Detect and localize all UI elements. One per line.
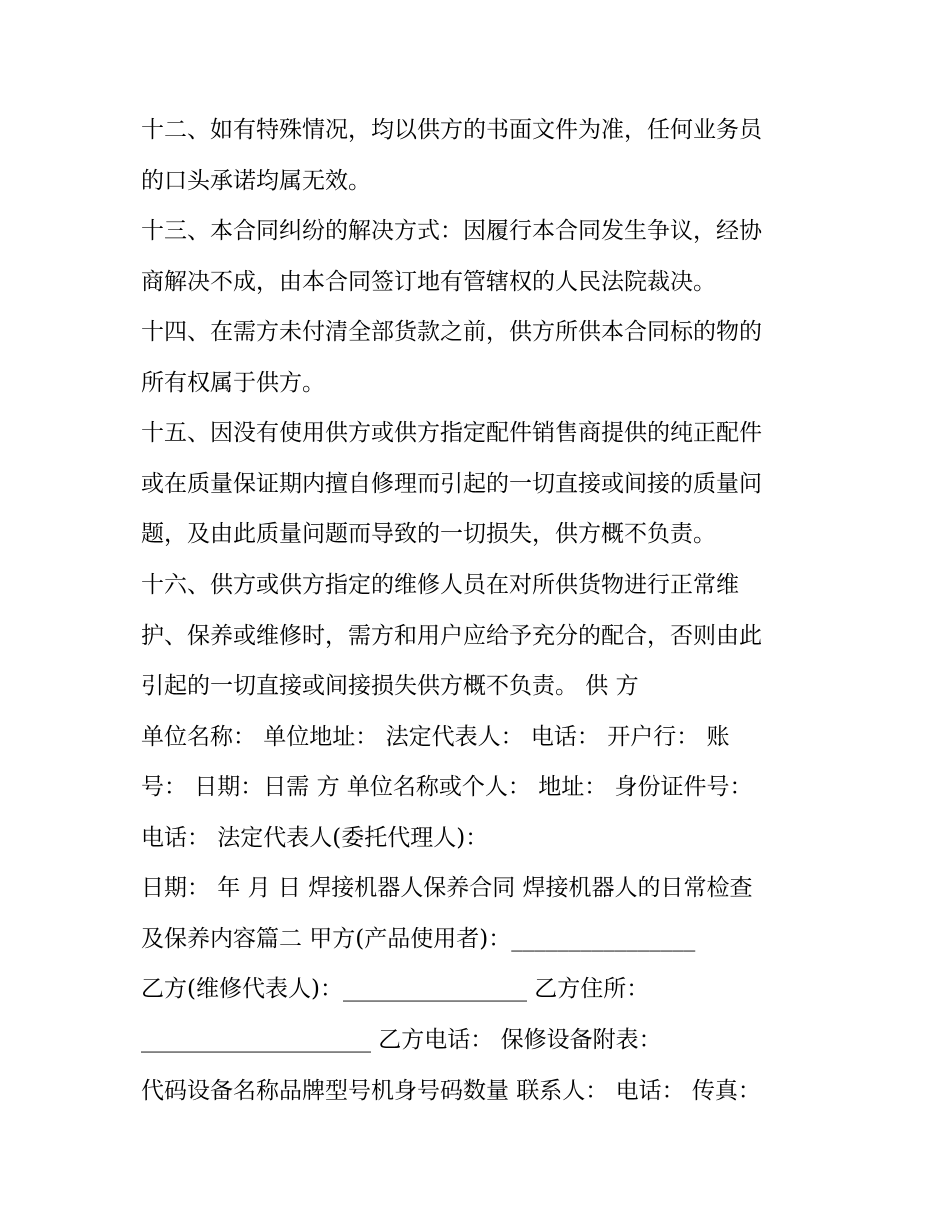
text-line: 电话： 法定代表人(委托代理人)： — [141, 825, 489, 851]
text-line: 护、保养或维修时，需方和用户应给予充分的配合，否则由此 — [141, 623, 762, 649]
text-line: 商解决不成，由本合同签订地有管辖权的人民法院裁决。 — [141, 269, 716, 295]
text-line: 单位名称： 单位地址： 法定代表人： 电话： 开户行： 账 — [141, 724, 730, 750]
text-line: 引起的一切直接或间接损失供方概不负责。 供 方 — [141, 673, 639, 699]
text-line: 或在质量保证期内擅自修理而引起的一切直接或间接的质量问 — [141, 471, 762, 497]
text-line: 题，及由此质量问题而导致的一切损失，供方概不负责。 — [141, 521, 716, 547]
text-line: 所有权属于供方。 — [141, 370, 325, 396]
text-line: ____________________ 乙方电话： 保修设备附表： — [141, 1027, 662, 1053]
text-line: 十五、因没有使用供方或供方指定配件销售商提供的纯正配件 — [141, 420, 762, 446]
text-line: 日期： 年 月 日 焊接机器人保养合同 焊接机器人的日常检查 — [141, 875, 753, 901]
text-line: 十六、供方或供方指定的维修人员在对所供货物进行正常维 — [141, 572, 739, 598]
text-line: 乙方(维修代表人)：________________ 乙方住所： — [141, 976, 650, 1002]
text-line: 十四、在需方未付清全部货款之前，供方所供本合同标的物的 — [141, 319, 762, 345]
text-line: 代码设备名称品牌型号机身号码数量 联系人： 电话： 传真： — [141, 1078, 761, 1104]
text-line: 十三、本合同纠纷的解决方式：因履行本合同发生争议，经协 — [141, 218, 762, 244]
text-line: 十二、如有特殊情况，均以供方的书面文件为准，任何业务员 — [141, 117, 762, 143]
text-line: 及保养内容篇二 甲方(产品使用者)：________________ — [141, 926, 696, 952]
text-line: 的口头承诺均属无效。 — [141, 168, 371, 194]
text-line: 号： 日期：日需 方 单位名称或个人： 地址： 身份证件号： — [141, 774, 753, 800]
